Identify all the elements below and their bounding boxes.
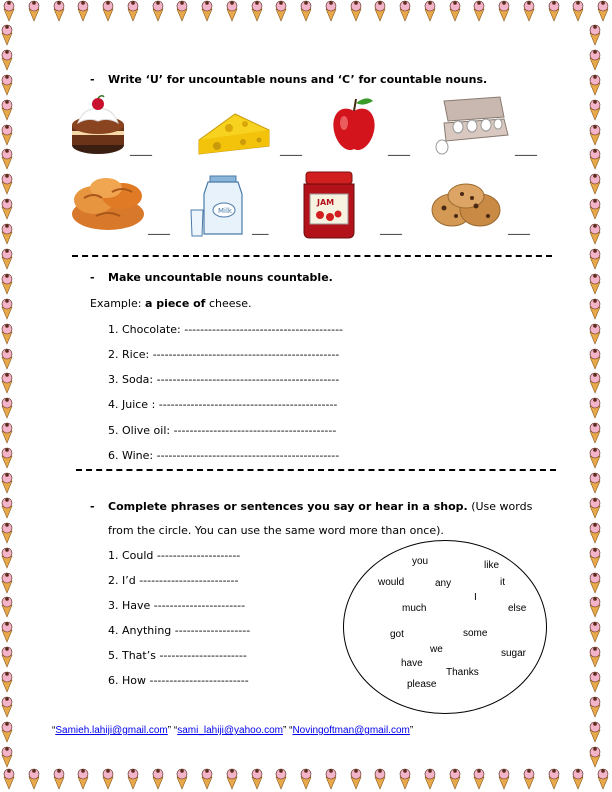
ice-cream-cone-icon [225,0,239,22]
ice-cream-cone-icon [571,0,585,22]
email-link-gmail[interactable]: Samieh.lahiji@gmail.com [55,725,168,736]
ice-cream-cone-icon [151,0,165,22]
ice-cream-cone-icon [522,0,536,22]
ice-cream-cone-icon [0,248,14,270]
ice-cream-cone-icon [423,0,437,22]
ice-cream-cone-icon [0,49,14,71]
ice-cream-cone-icon [0,696,14,718]
ice-cream-cone-icon [547,768,561,790]
ice-cream-cone-icon [588,248,602,270]
circle-word: I [474,592,477,603]
ice-cream-cone-icon [175,768,189,790]
circle-word: Thanks [446,667,479,678]
section3-instruction-bold: Complete phrases or sentences you say or hear in a shop. [108,500,468,513]
section3-bullet: - [90,500,95,513]
ice-cream-cone-icon [472,768,486,790]
ice-cream-cone-icon [27,768,41,790]
ice-cream-cone-icon [398,0,412,22]
ice-cream-cone-icon [588,148,602,170]
example-suffix: cheese. [205,297,252,310]
countable-item[interactable]: 6. Wine: ---------------------------------------------- [108,449,340,462]
ice-cream-cone-icon [588,746,602,768]
ice-cream-cone-icon [588,223,602,245]
answer-blank-eggs[interactable]: ____ [515,143,537,156]
ice-cream-cone-icon [175,0,189,22]
ice-cream-cone-icon [497,0,511,22]
milk-icon [188,170,250,240]
ice-cream-cone-icon [200,768,214,790]
ice-cream-cone-icon [472,0,486,22]
footer-contacts [52,725,413,736]
ice-cream-cone-icon [522,768,536,790]
ice-cream-cone-icon [588,621,602,643]
ice-cream-cone-icon [0,198,14,220]
answer-blank-milk[interactable]: ___ [252,222,269,235]
circle-word: you [412,556,429,567]
ice-cream-cone-icon [0,273,14,295]
countable-item[interactable]: 3. Soda: ---------------------------------------------- [108,373,340,386]
jam-jar-icon [300,170,358,240]
ice-cream-cone-icon [588,721,602,743]
page-border-top [0,0,612,24]
ice-cream-cone-icon [0,223,14,245]
section1-bullet: - [90,73,95,86]
ice-cream-cone-icon [588,173,602,195]
ice-cream-cone-icon [250,768,264,790]
answer-blank-cheese[interactable]: ____ [280,143,302,156]
ice-cream-cone-icon [588,522,602,544]
section3-instruction-line2: from the circle. You can use the same word more than once). [108,524,444,537]
ice-cream-cone-icon [588,124,602,146]
ice-cream-cone-icon [0,522,14,544]
ice-cream-cone-icon [225,768,239,790]
countable-item[interactable]: 1. Chocolate: ---------------------------------------- [108,323,344,336]
ice-cream-cone-icon [596,768,610,790]
circle-word: it [500,577,505,588]
ice-cream-cone-icon [588,348,602,370]
ice-cream-cone-icon [588,74,602,96]
ice-cream-cone-icon [274,0,288,22]
ice-cream-cone-icon [274,768,288,790]
circle-word: would [378,577,405,588]
ice-cream-cone-icon [0,323,14,345]
circle-word: some [463,628,488,639]
example-prefix: Example: [90,297,145,310]
countable-item[interactable]: 5. Olive oil: ----------------------------------------- [108,424,337,437]
circle-word: like [484,560,500,571]
phrase-item[interactable]: 3. Have ----------------------- [108,599,246,612]
page-border-left [0,24,24,768]
circle-word: please [407,679,437,690]
footer-quote: “ [52,725,56,736]
ice-cream-cone-icon [0,671,14,693]
bread-icon [68,170,148,234]
ice-cream-cone-icon [423,768,437,790]
ice-cream-cone-icon [0,746,14,768]
footer-quote: ” “ [282,725,293,736]
section1-instruction: Write ‘U’ for uncountable nouns and ‘C’ for countable nouns. [108,73,488,86]
ice-cream-cone-icon [0,148,14,170]
email-link-yahoo[interactable]: sami_lahiji@yahoo.com [177,725,283,736]
section2-bullet: - [90,271,95,284]
cheese-icon [195,110,273,156]
ice-cream-cone-icon [0,124,14,146]
ice-cream-cone-icon [101,768,115,790]
ice-cream-cone-icon [588,198,602,220]
answer-blank-cookies[interactable]: ____ [508,222,530,235]
ice-cream-cone-icon [349,768,363,790]
cake-icon [68,95,128,157]
section2-instruction: Make uncountable nouns countable. [108,271,333,284]
phrase-item[interactable]: 2. I’d ------------------------- [108,574,239,587]
ice-cream-cone-icon [0,372,14,394]
section-divider [76,469,556,471]
phrase-item[interactable]: 1. Could --------------------- [108,549,241,562]
ice-cream-cone-icon [0,472,14,494]
ice-cream-cone-icon [0,74,14,96]
answer-blank-apple[interactable]: ____ [388,143,410,156]
ice-cream-cone-icon [52,768,66,790]
circle-word: have [401,658,423,669]
ice-cream-cone-icon [588,547,602,569]
ice-cream-cone-icon [588,472,602,494]
ice-cream-cone-icon [324,0,338,22]
ice-cream-cone-icon [588,646,602,668]
ice-cream-cone-icon [0,572,14,594]
ice-cream-cone-icon [588,24,602,46]
phrase-item[interactable]: 6. How ------------------------- [108,674,249,687]
ice-cream-cone-icon [250,0,264,22]
circle-word: sugar [501,648,527,659]
answer-blank-jam[interactable]: ____ [380,222,402,235]
email-link-novingoftman[interactable]: Novingoftman@gmail.com [292,725,410,736]
ice-cream-cone-icon [0,621,14,643]
ice-cream-cone-icon [0,447,14,469]
ice-cream-cone-icon [596,0,610,22]
ice-cream-cone-icon [588,323,602,345]
svg-text:Milk: Milk [218,207,232,215]
cookies-icon [430,180,502,230]
phrase-item[interactable]: 5. That’s ---------------------- [108,649,247,662]
countable-item[interactable]: 2. Rice: ----------------------------------------------- [108,348,340,361]
section-divider [72,255,552,257]
ice-cream-cone-icon [0,173,14,195]
ice-cream-cone-icon [0,547,14,569]
phrase-item[interactable]: 4. Anything ------------------- [108,624,251,637]
ice-cream-cone-icon [0,497,14,519]
ice-cream-cone-icon [52,0,66,22]
ice-cream-cone-icon [151,768,165,790]
footer-quote: ” [409,725,414,736]
jam-label: JAM [317,198,335,207]
ice-cream-cone-icon [588,422,602,444]
page-border-right [588,24,612,768]
ice-cream-cone-icon [588,273,602,295]
ice-cream-cone-icon [448,0,462,22]
ice-cream-cone-icon [324,768,338,790]
ice-cream-cone-icon [299,768,313,790]
ice-cream-cone-icon [373,768,387,790]
ice-cream-cone-icon [299,0,313,22]
ice-cream-cone-icon [0,721,14,743]
ice-cream-cone-icon [0,596,14,618]
ice-cream-cone-icon [101,0,115,22]
apple-icon [329,95,379,155]
ice-cream-cone-icon [2,768,16,790]
ice-cream-cone-icon [547,0,561,22]
ice-cream-cone-icon [76,768,90,790]
ice-cream-cone-icon [588,572,602,594]
ice-cream-cone-icon [0,348,14,370]
example-bold: a piece of [144,297,206,310]
egg-carton-icon [430,95,510,157]
circle-word: much [402,603,427,614]
circle-word: any [435,578,452,589]
circle-word: got [390,629,404,640]
section3-instruction-rest: (Use words [467,500,533,513]
ice-cream-cone-icon [126,0,140,22]
ice-cream-cone-icon [588,372,602,394]
ice-cream-cone-icon [588,99,602,121]
ice-cream-cone-icon [398,768,412,790]
circle-word: we [430,644,443,655]
ice-cream-cone-icon [76,0,90,22]
ice-cream-cone-icon [0,397,14,419]
countable-item[interactable]: 4. Juice : --------------------------------------------- [108,398,338,411]
ice-cream-cone-icon [2,0,16,22]
word-circle [343,540,547,714]
ice-cream-cone-icon [588,397,602,419]
ice-cream-cone-icon [588,298,602,320]
ice-cream-cone-icon [571,768,585,790]
page-border-bottom [0,768,612,792]
circle-word: else [508,603,527,614]
ice-cream-cone-icon [588,596,602,618]
footer-quote: ” “ [167,725,178,736]
ice-cream-cone-icon [588,447,602,469]
ice-cream-cone-icon [497,768,511,790]
ice-cream-cone-icon [0,99,14,121]
ice-cream-cone-icon [349,0,363,22]
ice-cream-cone-icon [0,646,14,668]
ice-cream-cone-icon [0,298,14,320]
ice-cream-cone-icon [588,49,602,71]
ice-cream-cone-icon [0,24,14,46]
answer-blank-cake[interactable]: ____ [130,143,152,156]
section3-instruction [108,500,532,513]
ice-cream-cone-icon [588,671,602,693]
ice-cream-cone-icon [448,768,462,790]
example-line [90,297,252,310]
ice-cream-cone-icon [27,0,41,22]
ice-cream-cone-icon [588,696,602,718]
ice-cream-cone-icon [588,497,602,519]
answer-blank-bread[interactable]: ____ [148,222,170,235]
ice-cream-cone-icon [200,0,214,22]
ice-cream-cone-icon [126,768,140,790]
ice-cream-cone-icon [0,422,14,444]
ice-cream-cone-icon [373,0,387,22]
